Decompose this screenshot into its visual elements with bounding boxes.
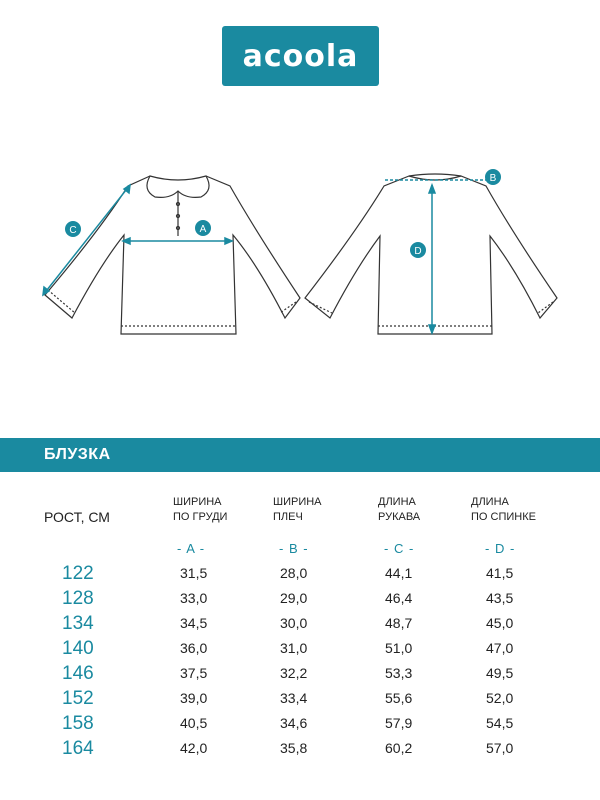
shoulder-value: 33,4 [280,690,308,706]
back-length-value: 45,0 [486,615,514,631]
chest-value: 34,5 [180,615,208,631]
table-row [0,588,600,613]
height-value: 158 [62,713,94,734]
front-blouse-outline [45,176,300,334]
shoulder-value: 30,0 [280,615,308,631]
chest-value: 33,0 [180,590,208,606]
height-value: 134 [62,613,94,634]
back-blouse-outline [305,176,557,334]
table-row [0,563,600,588]
column-letter-a: - A - [177,541,206,556]
svg-text:B: B [489,173,497,184]
section-banner [0,438,600,472]
shoulder-value: 35,8 [280,740,308,756]
back-length-value: 43,5 [486,590,514,606]
size-table [0,563,600,763]
chest-value: 37,5 [180,665,208,681]
svg-text:A: A [199,224,207,235]
shoulder-value: 28,0 [280,565,308,581]
section-title: БЛУЗКА [44,446,111,463]
svg-text:C: C [69,225,77,236]
table-row [0,638,600,663]
table-row [0,688,600,713]
chest-value: 36,0 [180,640,208,656]
height-value: 140 [62,638,94,659]
chest-value: 39,0 [180,690,208,706]
marker-d [410,242,426,258]
chest-value: 31,5 [180,565,208,581]
table-row [0,663,600,688]
height-value: 122 [62,563,94,584]
svg-text:D: D [414,246,422,257]
column-letter-c: - C - [384,541,415,556]
marker-a [195,220,211,236]
row-header: РОСТ, СМ [44,509,110,525]
back-length-value: 52,0 [486,690,514,706]
sleeve-value: 57,9 [385,715,413,731]
height-value: 164 [62,738,94,759]
column-letter-b: - B - [279,541,309,556]
marker-b [485,169,501,185]
sleeve-value: 46,4 [385,590,413,606]
sleeve-value: 51,0 [385,640,413,656]
back-length-value: 47,0 [486,640,514,656]
shoulder-value: 29,0 [280,590,308,606]
sleeve-value: 53,3 [385,665,413,681]
back-length-value: 54,5 [486,715,514,731]
brand-logo [222,26,379,86]
height-value: 128 [62,588,94,609]
shoulder-value: 32,2 [280,665,308,681]
column-header-back-length: ДЛИНА ПО СПИНКЕ [471,496,536,523]
back-length-value: 49,5 [486,665,514,681]
column-header-shoulder: ШИРИНА ПЛЕЧ [273,496,322,523]
chest-value: 40,5 [180,715,208,731]
column-header-chest: ШИРИНА ПО ГРУДИ [173,496,228,523]
table-row [0,713,600,738]
brand-logo-text: acoola [242,38,359,74]
height-value: 146 [62,663,94,684]
chest-value: 42,0 [180,740,208,756]
column-letter-d: - D - [485,541,516,556]
table-row [0,738,600,763]
height-value: 152 [62,688,94,709]
back-length-value: 41,5 [486,565,514,581]
table-row [0,613,600,638]
back-length-value: 57,0 [486,740,514,756]
sleeve-value: 60,2 [385,740,413,756]
shoulder-value: 31,0 [280,640,308,656]
garment-diagram [0,150,600,350]
sleeve-value: 48,7 [385,615,413,631]
sleeve-value: 55,6 [385,690,413,706]
shoulder-value: 34,6 [280,715,308,731]
column-header-sleeve: ДЛИНА РУКАВА [378,496,421,523]
marker-c [65,221,81,237]
sleeve-value: 44,1 [385,565,413,581]
